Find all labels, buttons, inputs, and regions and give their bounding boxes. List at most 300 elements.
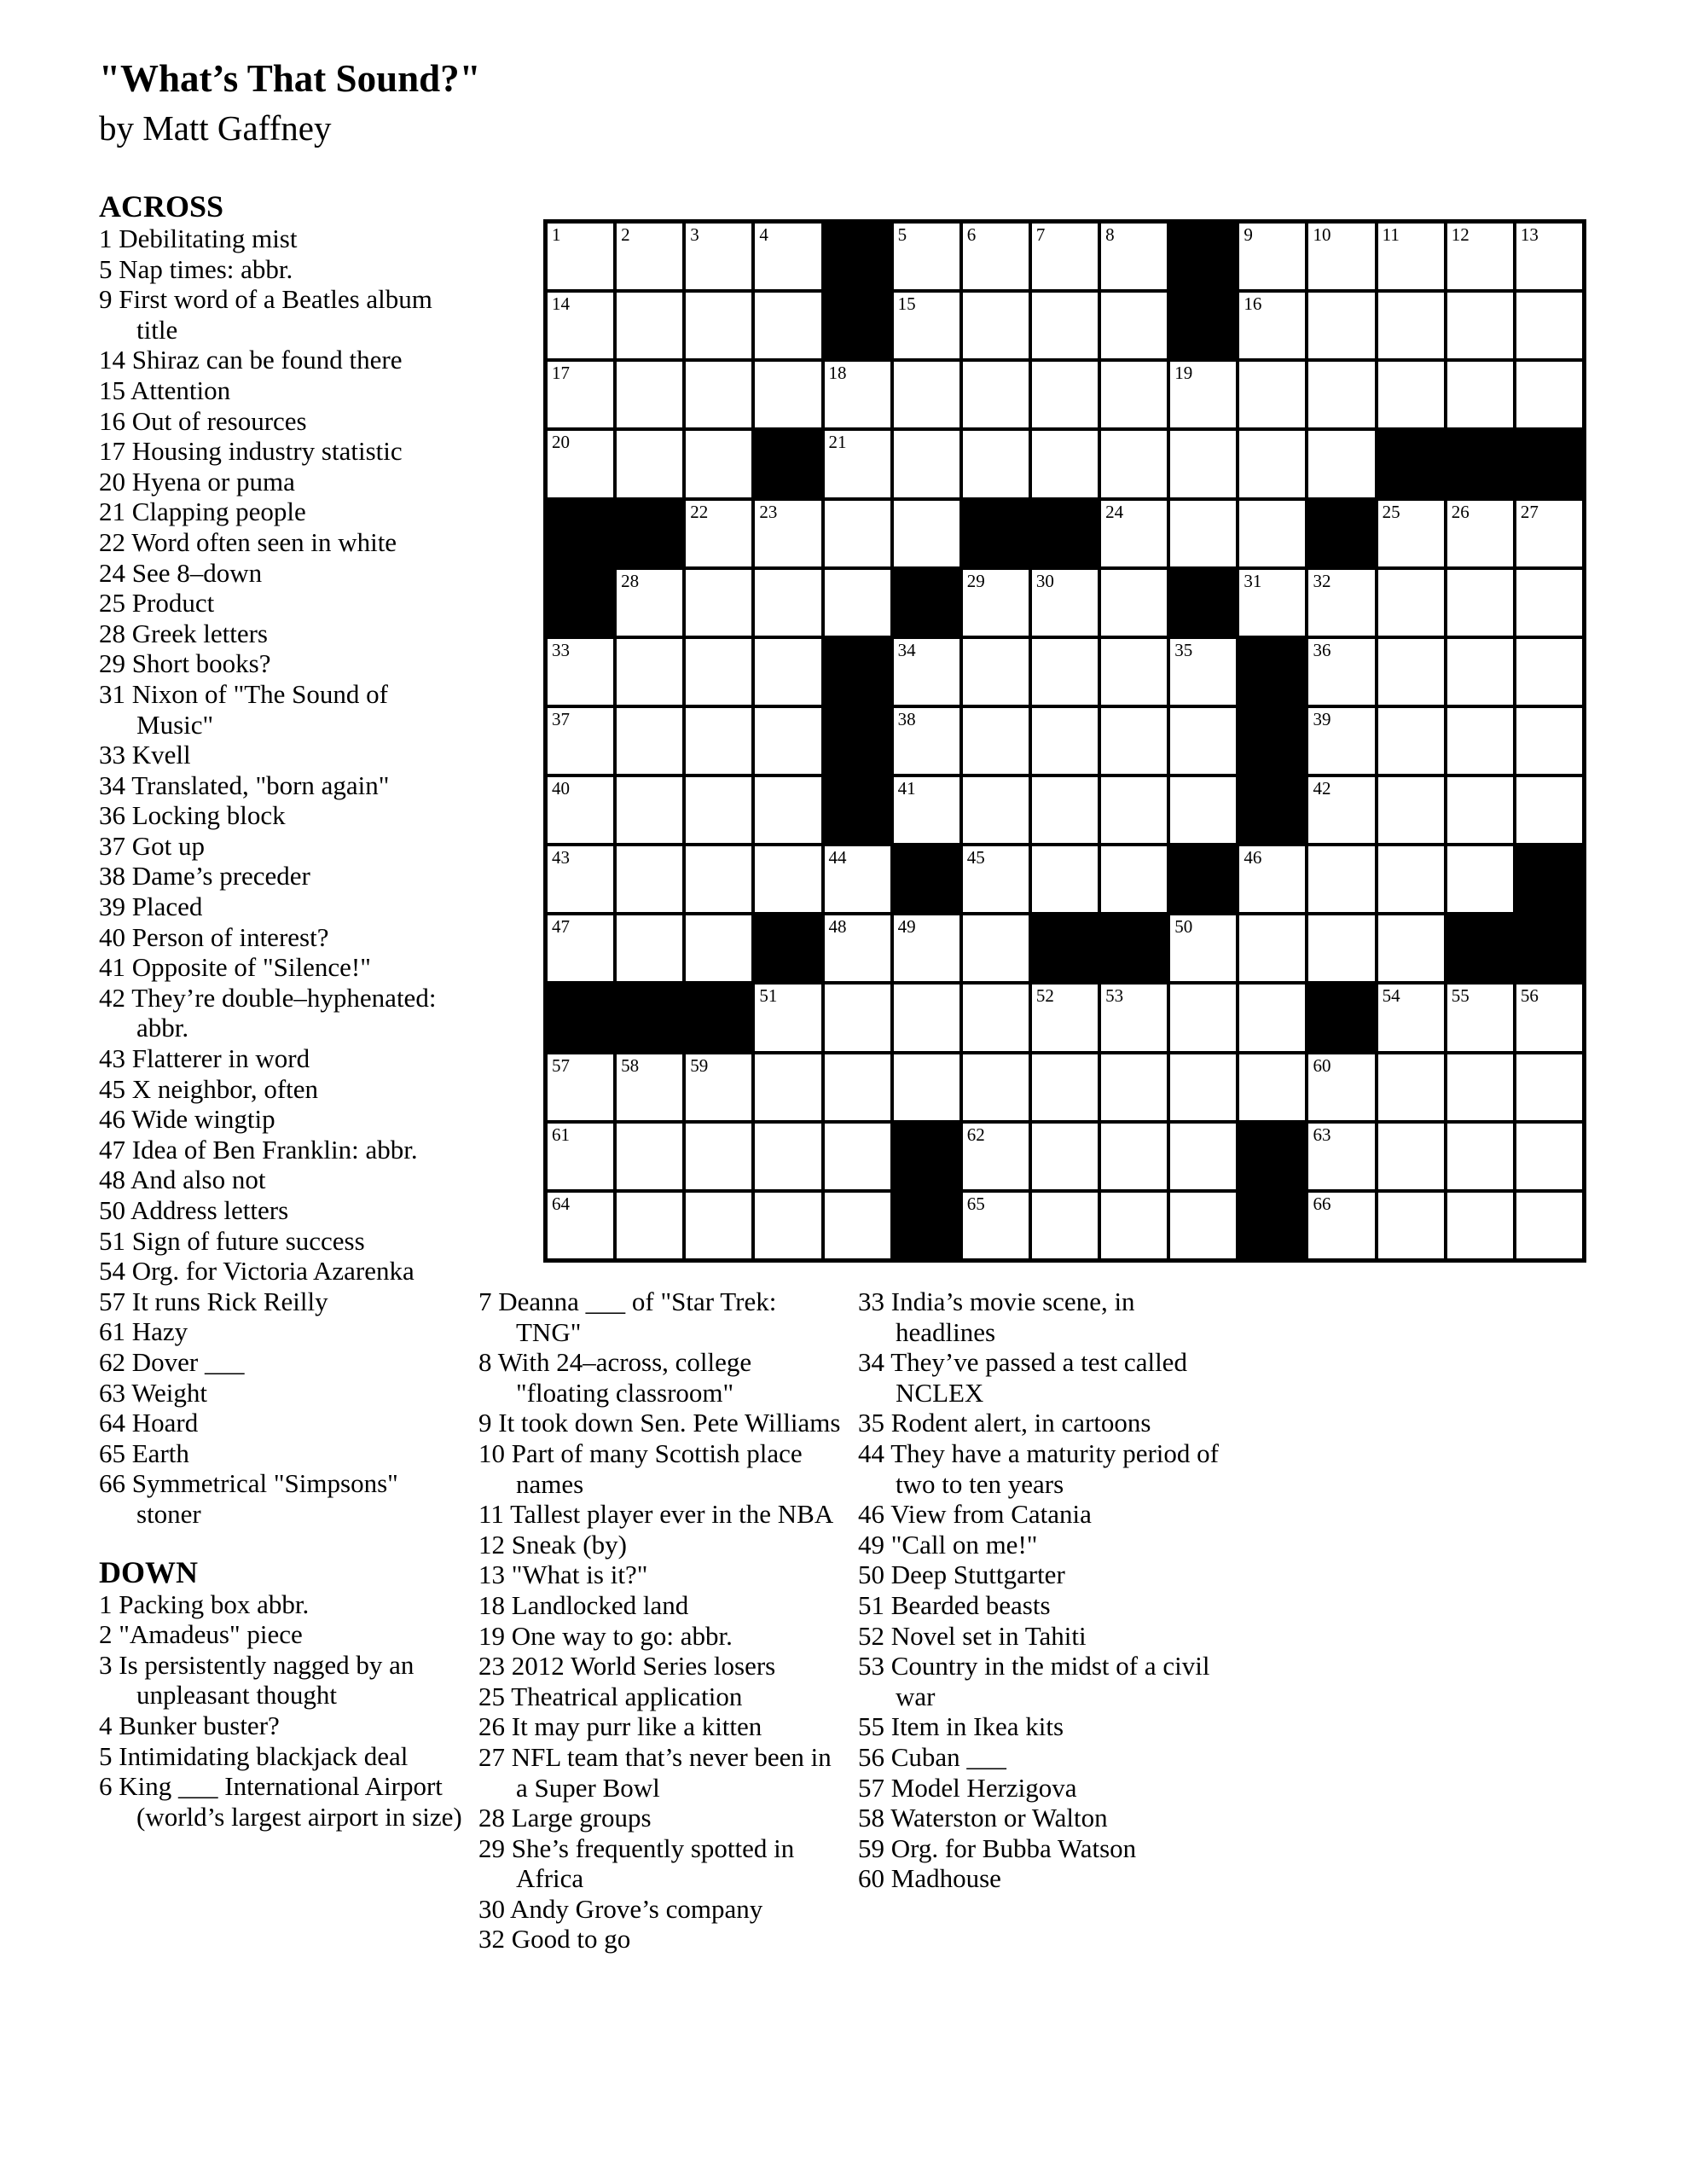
- clue-down-23: [478, 1651, 845, 1682]
- grid-cell[interactable]: [615, 637, 684, 706]
- clue-number: 6: [99, 1771, 113, 1802]
- grid-cell[interactable]: [1030, 429, 1099, 498]
- grid-cell[interactable]: [546, 429, 615, 498]
- grid-cell[interactable]: [1030, 568, 1099, 637]
- grid-cell[interactable]: [892, 983, 961, 1052]
- grid-cell[interactable]: [1168, 706, 1238, 775]
- clue-number: 7: [478, 1287, 492, 1316]
- grid-cell[interactable]: [1446, 222, 1515, 291]
- cell-number: 21: [828, 432, 847, 453]
- grid-cell[interactable]: [1377, 1053, 1446, 1122]
- grid-cell[interactable]: [1099, 637, 1168, 706]
- cell-number: 11: [1382, 224, 1400, 245]
- grid-cell[interactable]: [1446, 1053, 1515, 1122]
- grid-cell[interactable]: [823, 914, 892, 983]
- grid-cell[interactable]: [823, 429, 892, 498]
- grid-cell[interactable]: [1446, 706, 1515, 775]
- grid-cell[interactable]: [1377, 1191, 1446, 1260]
- grid-cell[interactable]: [1446, 1122, 1515, 1191]
- grid-cell[interactable]: [753, 775, 822, 845]
- puzzle-title: "What’s That Sound?": [99, 57, 481, 100]
- puzzle-byline: by Matt Gaffney: [99, 108, 332, 148]
- grid-cell[interactable]: [1099, 1053, 1168, 1122]
- grid-cell[interactable]: [1515, 983, 1584, 1052]
- cell-number: 20: [552, 432, 570, 453]
- down-clue-list-part-2: [478, 1287, 845, 1955]
- grid-cell[interactable]: [1030, 845, 1099, 914]
- grid-cell[interactable]: [615, 360, 684, 429]
- clue-number: 55: [858, 1711, 884, 1742]
- grid-cell[interactable]: [1030, 1122, 1099, 1191]
- clue-number: 9: [478, 1408, 492, 1438]
- grid-cell[interactable]: [892, 1053, 961, 1122]
- grid-cell[interactable]: [546, 291, 615, 360]
- grid-cell[interactable]: [1030, 775, 1099, 845]
- cell-number: 66: [1313, 1193, 1331, 1214]
- grid-cell[interactable]: [961, 706, 1030, 775]
- clue-across-43: [99, 1043, 466, 1074]
- clue-number: 8: [478, 1347, 492, 1378]
- grid-cell[interactable]: [546, 845, 615, 914]
- grid-cell[interactable]: [1030, 222, 1099, 291]
- clue-across-57: [99, 1287, 466, 1317]
- grid-cell[interactable]: [1030, 1053, 1099, 1122]
- grid-cell[interactable]: [1168, 1053, 1238, 1122]
- block-cell: [1307, 983, 1376, 1052]
- grid-cell[interactable]: [684, 222, 753, 291]
- grid-cell[interactable]: [615, 429, 684, 498]
- grid-cell[interactable]: [823, 568, 892, 637]
- grid-cell[interactable]: [753, 983, 822, 1052]
- clue-across-47: [99, 1135, 466, 1165]
- clue-across-48: [99, 1165, 466, 1195]
- clue-number: 2: [99, 1619, 113, 1650]
- block-cell: [1238, 775, 1307, 845]
- grid-cell[interactable]: [684, 429, 753, 498]
- grid-cell[interactable]: [1377, 499, 1446, 568]
- grid-cell[interactable]: [1446, 775, 1515, 845]
- grid-cell[interactable]: [1238, 983, 1307, 1052]
- grid-cell[interactable]: [546, 1191, 615, 1260]
- grid-cell[interactable]: [1238, 845, 1307, 914]
- grid-cell[interactable]: [1446, 983, 1515, 1052]
- clue-text: Andy Grove’s company: [510, 1893, 763, 1924]
- grid-cell[interactable]: [1099, 429, 1168, 498]
- grid-cell[interactable]: [684, 845, 753, 914]
- grid-cell[interactable]: [1099, 1122, 1168, 1191]
- grid-cell[interactable]: [1515, 637, 1584, 706]
- grid-cell[interactable]: [546, 222, 615, 291]
- grid-cell[interactable]: [615, 568, 684, 637]
- cell-number: 63: [1313, 1124, 1331, 1145]
- grid-cell[interactable]: [823, 499, 892, 568]
- clue-across-15: [99, 375, 466, 406]
- cell-number: 61: [552, 1124, 570, 1145]
- grid-cell[interactable]: [1515, 291, 1584, 360]
- block-cell: [823, 637, 892, 706]
- grid-cell[interactable]: [684, 1122, 753, 1191]
- grid-cell[interactable]: [961, 1191, 1030, 1260]
- grid-cell[interactable]: [1307, 706, 1376, 775]
- grid-cell[interactable]: [615, 775, 684, 845]
- clue-text: Landlocked land: [511, 1589, 689, 1620]
- clue-across-45: [99, 1074, 466, 1105]
- grid-cell[interactable]: [1377, 914, 1446, 983]
- clue-across-51: [99, 1226, 466, 1257]
- clue-number: 39: [99, 892, 125, 922]
- grid-cell[interactable]: [546, 360, 615, 429]
- grid-cell[interactable]: [1446, 637, 1515, 706]
- clue-text: Waterston or Walton: [890, 1803, 1108, 1833]
- grid-cell[interactable]: [1030, 706, 1099, 775]
- grid-cell[interactable]: [1238, 429, 1307, 498]
- grid-cell[interactable]: [1307, 637, 1376, 706]
- block-cell: [546, 983, 615, 1052]
- grid-cell[interactable]: [1377, 291, 1446, 360]
- grid-cell[interactable]: [823, 1122, 892, 1191]
- grid-cell[interactable]: [892, 499, 961, 568]
- cell-number: 4: [759, 224, 768, 245]
- grid-cell[interactable]: [1099, 499, 1168, 568]
- grid-cell[interactable]: [684, 1191, 753, 1260]
- grid-cell[interactable]: [1446, 568, 1515, 637]
- down-heading: DOWN: [99, 1554, 198, 1589]
- grid-cell[interactable]: [961, 1122, 1030, 1191]
- clue-number: 64: [99, 1408, 125, 1438]
- grid-cell[interactable]: [1377, 706, 1446, 775]
- block-cell: [1446, 914, 1515, 983]
- grid-cell[interactable]: [1099, 360, 1168, 429]
- clue-text: Translated, "born again": [131, 770, 390, 800]
- clue-text: Housing industry statistic: [131, 436, 403, 467]
- clue-down-1: [99, 1589, 466, 1620]
- cell-number: 2: [621, 224, 630, 245]
- grid-cell[interactable]: [961, 568, 1030, 637]
- grid-cell[interactable]: [1377, 568, 1446, 637]
- clue-down-33: [858, 1287, 1225, 1347]
- grid-cell[interactable]: [1446, 499, 1515, 568]
- grid-cell[interactable]: [961, 360, 1030, 429]
- grid-cell[interactable]: [1446, 1191, 1515, 1260]
- grid-cell[interactable]: [546, 1053, 615, 1122]
- grid-cell[interactable]: [892, 775, 961, 845]
- grid-cell[interactable]: [1307, 1191, 1376, 1260]
- grid-cell[interactable]: [823, 845, 892, 914]
- grid-cell[interactable]: [615, 291, 684, 360]
- cell-number: 51: [759, 985, 778, 1007]
- grid-cell[interactable]: [684, 291, 753, 360]
- block-cell: [1168, 845, 1238, 914]
- clue-number: 17: [99, 436, 125, 467]
- grid-cell[interactable]: [961, 637, 1030, 706]
- clue-across-22: [99, 527, 466, 558]
- cell-number: 32: [1313, 570, 1331, 591]
- block-cell: [1515, 845, 1584, 914]
- grid-cell[interactable]: [823, 1191, 892, 1260]
- grid-cell[interactable]: [1030, 637, 1099, 706]
- grid-cell[interactable]: [892, 360, 961, 429]
- grid-cell[interactable]: [1515, 568, 1584, 637]
- clue-text: Deanna ___ of "Star Trek: TNG": [498, 1287, 777, 1347]
- clue-number: 13: [478, 1560, 505, 1590]
- cell-number: 1: [552, 224, 561, 245]
- grid-cell[interactable]: [1168, 360, 1238, 429]
- cell-number: 57: [552, 1054, 570, 1076]
- grid-cell[interactable]: [684, 360, 753, 429]
- cell-number: 54: [1382, 985, 1400, 1007]
- clue-number: 3: [99, 1649, 113, 1680]
- grid-cell[interactable]: [1307, 568, 1376, 637]
- grid-cell[interactable]: [1515, 499, 1584, 568]
- grid-cell[interactable]: [1168, 637, 1238, 706]
- grid-cell[interactable]: [892, 291, 961, 360]
- cell-number: 29: [966, 570, 985, 591]
- grid-cell[interactable]: [1168, 1122, 1238, 1191]
- grid-cell[interactable]: [1307, 360, 1376, 429]
- clue-text: Bunker buster?: [119, 1710, 280, 1740]
- grid-cell[interactable]: [1238, 360, 1307, 429]
- grid-cell[interactable]: [961, 775, 1030, 845]
- grid-cell[interactable]: [1238, 222, 1307, 291]
- clue-text: Org. for Victoria Azarenka: [131, 1256, 415, 1287]
- clue-number: 66: [99, 1468, 125, 1499]
- clue-number: 24: [99, 557, 125, 588]
- grid-cell[interactable]: [1099, 775, 1168, 845]
- clue-across-29: [99, 648, 466, 679]
- grid-cell[interactable]: [1377, 637, 1446, 706]
- grid-cell[interactable]: [753, 222, 822, 291]
- grid-cell[interactable]: [1099, 222, 1168, 291]
- block-cell: [546, 568, 615, 637]
- block-cell: [823, 706, 892, 775]
- cell-number: 60: [1313, 1054, 1331, 1076]
- grid-cell[interactable]: [823, 360, 892, 429]
- grid-cell[interactable]: [1377, 983, 1446, 1052]
- cell-number: 48: [828, 916, 847, 938]
- block-cell: [684, 983, 753, 1052]
- grid-cell[interactable]: [753, 568, 822, 637]
- clue-across-39: [99, 892, 466, 922]
- grid-cell[interactable]: [684, 706, 753, 775]
- grid-cell[interactable]: [1446, 845, 1515, 914]
- block-cell: [1515, 914, 1584, 983]
- grid-cell[interactable]: [1377, 360, 1446, 429]
- grid-cell[interactable]: [1307, 291, 1376, 360]
- grid-cell[interactable]: [546, 706, 615, 775]
- grid-cell[interactable]: [684, 914, 753, 983]
- grid-cell[interactable]: [1099, 706, 1168, 775]
- grid-cell[interactable]: [1030, 360, 1099, 429]
- grid-cell[interactable]: [1168, 775, 1238, 845]
- grid-cell[interactable]: [1307, 845, 1376, 914]
- grid-cell[interactable]: [961, 845, 1030, 914]
- grid-cell[interactable]: [1238, 291, 1307, 360]
- clue-down-50: [858, 1560, 1225, 1590]
- grid-cell[interactable]: [1168, 983, 1238, 1052]
- grid-cell[interactable]: [1307, 222, 1376, 291]
- grid-cell[interactable]: [823, 1053, 892, 1122]
- clue-number: 19: [478, 1620, 505, 1651]
- clue-number: 4: [99, 1710, 113, 1740]
- clue-across-20: [99, 467, 466, 497]
- grid-cell[interactable]: [684, 637, 753, 706]
- grid-cell[interactable]: [684, 499, 753, 568]
- block-cell: [1168, 222, 1238, 291]
- grid-cell[interactable]: [753, 1122, 822, 1191]
- grid-cell[interactable]: [1307, 1122, 1376, 1191]
- grid-cell[interactable]: [753, 499, 822, 568]
- cell-number: 15: [897, 293, 916, 315]
- clue-across-40: [99, 922, 466, 953]
- grid-cell[interactable]: [1168, 499, 1238, 568]
- grid-cell[interactable]: [961, 429, 1030, 498]
- clue-text: Item in Ikea kits: [890, 1711, 1064, 1742]
- grid-cell[interactable]: [1515, 706, 1584, 775]
- clue-down-32: [478, 1924, 845, 1955]
- grid-cell[interactable]: [1307, 914, 1376, 983]
- clue-column-1: [99, 189, 466, 1832]
- clue-down-26: [478, 1711, 845, 1742]
- grid-cell[interactable]: [1307, 1053, 1376, 1122]
- grid-cell[interactable]: [1238, 499, 1307, 568]
- grid-cell[interactable]: [892, 429, 961, 498]
- grid-cell[interactable]: [892, 706, 961, 775]
- grid-cell[interactable]: [892, 637, 961, 706]
- grid-cell[interactable]: [753, 845, 822, 914]
- block-cell: [823, 222, 892, 291]
- grid-cell[interactable]: [1030, 1191, 1099, 1260]
- clue-number: 46: [858, 1499, 884, 1530]
- grid-cell[interactable]: [1168, 429, 1238, 498]
- grid-cell[interactable]: [1168, 914, 1238, 983]
- cell-number: 41: [897, 778, 916, 799]
- clue-across-34: [99, 770, 466, 801]
- grid-cell[interactable]: [546, 1122, 615, 1191]
- grid-cell[interactable]: [961, 1053, 1030, 1122]
- clue-text: Symmetrical "Simpsons" stoner: [131, 1468, 398, 1529]
- grid-cell[interactable]: [1030, 291, 1099, 360]
- grid-cell[interactable]: [753, 360, 822, 429]
- grid-cell[interactable]: [1515, 1122, 1584, 1191]
- clue-number: 65: [99, 1438, 125, 1468]
- grid-cell[interactable]: [546, 637, 615, 706]
- grid-cell[interactable]: [753, 1191, 822, 1260]
- clue-number: 41: [99, 952, 125, 983]
- grid-cell[interactable]: [961, 222, 1030, 291]
- grid-cell[interactable]: [1515, 222, 1584, 291]
- grid-cell[interactable]: [1099, 983, 1168, 1052]
- grid-cell[interactable]: [546, 914, 615, 983]
- grid-cell[interactable]: [615, 1191, 684, 1260]
- clue-text: Greek letters: [131, 618, 268, 648]
- clue-number: 27: [478, 1741, 505, 1772]
- grid-cell[interactable]: [546, 775, 615, 845]
- grid-cell[interactable]: [1515, 775, 1584, 845]
- cell-number: 44: [828, 847, 847, 868]
- grid-cell[interactable]: [892, 914, 961, 983]
- cell-number: 40: [552, 778, 570, 799]
- clue-number: 29: [99, 648, 125, 679]
- grid-cell[interactable]: [684, 775, 753, 845]
- block-cell: [753, 914, 822, 983]
- grid-cell[interactable]: [1099, 291, 1168, 360]
- clue-across-37: [99, 831, 466, 862]
- clue-across-24: [99, 558, 466, 589]
- grid-cell[interactable]: [1377, 845, 1446, 914]
- grid-cell[interactable]: [684, 1053, 753, 1122]
- grid-cell[interactable]: [1377, 775, 1446, 845]
- across-clue-list: [99, 224, 466, 1530]
- grid-cell[interactable]: [1377, 1122, 1446, 1191]
- grid-cell[interactable]: [1446, 291, 1515, 360]
- grid-cell[interactable]: [961, 291, 1030, 360]
- grid-cell[interactable]: [823, 983, 892, 1052]
- grid-cell[interactable]: [1377, 222, 1446, 291]
- clue-text: With 24–across, college "floating classroom": [497, 1347, 752, 1408]
- grid-cell[interactable]: [1307, 429, 1376, 498]
- grid-cell[interactable]: [1238, 568, 1307, 637]
- grid-cell[interactable]: [753, 637, 822, 706]
- grid-cell[interactable]: [753, 291, 822, 360]
- grid-cell[interactable]: [961, 914, 1030, 983]
- clue-text: Tallest player ever in the NBA: [510, 1499, 834, 1530]
- grid-cell[interactable]: [615, 1122, 684, 1191]
- grid-cell[interactable]: [753, 1053, 822, 1122]
- cell-number: 5: [897, 224, 907, 245]
- cell-number: 16: [1244, 293, 1262, 315]
- grid-cell[interactable]: [1238, 914, 1307, 983]
- grid-cell[interactable]: [1168, 1191, 1238, 1260]
- grid-cell[interactable]: [1515, 360, 1584, 429]
- grid-cell[interactable]: [1515, 1053, 1584, 1122]
- clue-down-12: [478, 1530, 845, 1560]
- grid-cell[interactable]: [1099, 845, 1168, 914]
- grid-cell[interactable]: [753, 706, 822, 775]
- cell-number: 3: [690, 224, 699, 245]
- grid-cell[interactable]: [961, 983, 1030, 1052]
- grid-cell[interactable]: [615, 706, 684, 775]
- cell-number: 34: [897, 639, 916, 660]
- clue-text: Idea of Ben Franklin: abbr.: [131, 1134, 418, 1165]
- grid-cell[interactable]: [1446, 360, 1515, 429]
- grid-cell[interactable]: [615, 1053, 684, 1122]
- grid-cell[interactable]: [1238, 1053, 1307, 1122]
- grid-cell[interactable]: [684, 568, 753, 637]
- grid-cell[interactable]: [1099, 1191, 1168, 1260]
- grid-cell[interactable]: [615, 914, 684, 983]
- clue-text: Got up: [131, 830, 205, 861]
- clue-number: 22: [99, 526, 125, 557]
- clue-down-10: [478, 1438, 845, 1499]
- grid-cell[interactable]: [615, 845, 684, 914]
- grid-cell[interactable]: [1099, 568, 1168, 637]
- clue-number: 61: [99, 1316, 125, 1347]
- grid-cell[interactable]: [1515, 1191, 1584, 1260]
- clue-text: Word often seen in white: [131, 526, 397, 557]
- cell-number: 27: [1520, 501, 1539, 522]
- clue-number: 14: [99, 345, 125, 375]
- clue-text: Out of resources: [131, 405, 307, 436]
- grid-cell[interactable]: [1307, 775, 1376, 845]
- clue-text: View from Catania: [890, 1499, 1092, 1530]
- clue-text: Is persistently nagged by an unpleasant thought: [119, 1649, 415, 1711]
- grid-cell[interactable]: [892, 222, 961, 291]
- grid-cell[interactable]: [615, 222, 684, 291]
- grid-cell[interactable]: [1030, 983, 1099, 1052]
- clue-text: Person of interest?: [131, 921, 329, 952]
- clue-number: 38: [99, 861, 125, 892]
- clue-text: Opposite of "Silence!": [131, 952, 371, 983]
